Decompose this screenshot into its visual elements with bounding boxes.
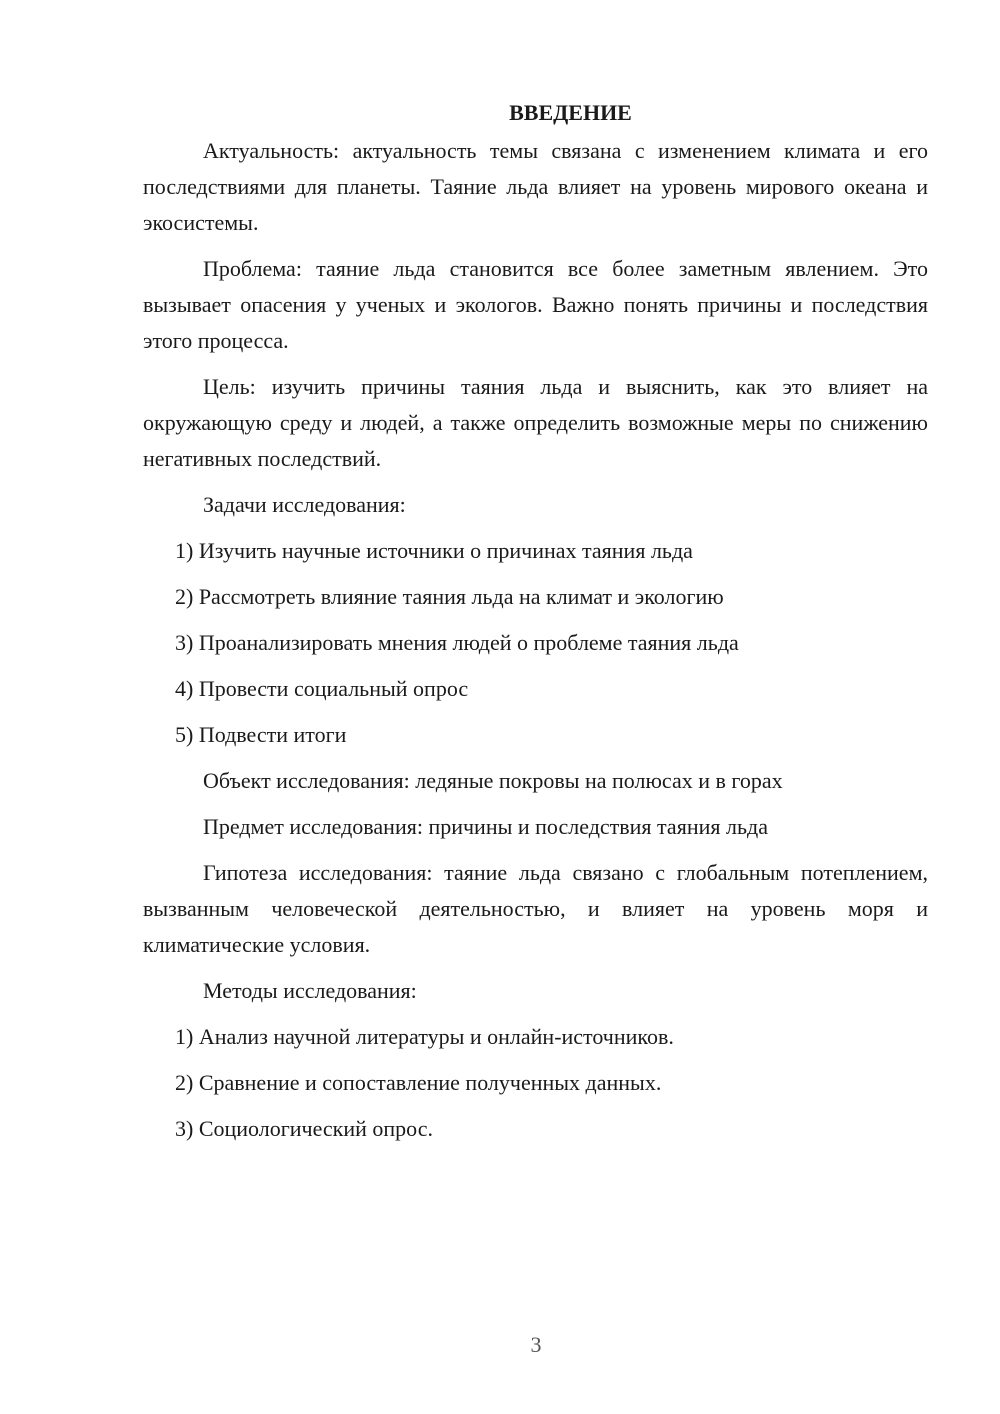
page-number: 3 — [530, 1332, 542, 1357]
tasks-heading: Задачи исследования: — [203, 492, 406, 517]
goal-paragraph: Цель: изучить причины таяния льда и выяснить, как это влияет на окружающую среду и людей, а также определить возможные меры по снижению негативных последствий. — [143, 374, 928, 471]
task-item: 5) Подвести итоги — [175, 722, 347, 747]
page-title: ВВЕДЕНИЕ — [509, 100, 632, 125]
task-item: 1) Изучить научные источники о причинах таяния льда — [175, 538, 693, 563]
object-paragraph: Объект исследования: ледяные покровы на полюсах и в горах — [203, 768, 783, 793]
problem-paragraph: Проблема: таяние льда становится все более заметным явлением. Это вызывает опасения у ученых и экологов. Важно понять причины и последствия этого процесса. — [143, 256, 928, 353]
task-item: 2) Рассмотреть влияние таяния льда на климат и экологию — [175, 584, 724, 609]
page-content — [143, 95, 928, 1157]
method-item: 1) Анализ научной литературы и онлайн-источников. — [175, 1024, 674, 1049]
task-item: 3) Проанализировать мнения людей о проблеме таяния льда — [175, 630, 739, 655]
method-item: 2) Сравнение и сопоставление полученных данных. — [175, 1070, 662, 1095]
methods-heading: Методы исследования: — [203, 978, 417, 1003]
task-item: 4) Провести социальный опрос — [175, 676, 469, 701]
method-item: 3) Социологический опрос. — [175, 1116, 433, 1141]
hypothesis-paragraph: Гипотеза исследования: таяние льда связано с глобальным потеплением, вызванным человеческой деятельностью, и влияет на уровень моря и климатические условия. — [143, 860, 928, 957]
subject-paragraph: Предмет исследования: причины и последствия таяния льда — [203, 814, 768, 839]
relevance-paragraph: Актуальность: актуальность темы связана с изменением климата и его последствиями для планеты. Таяние льда влияет на уровень мирового океана и экосистемы. — [143, 138, 928, 235]
